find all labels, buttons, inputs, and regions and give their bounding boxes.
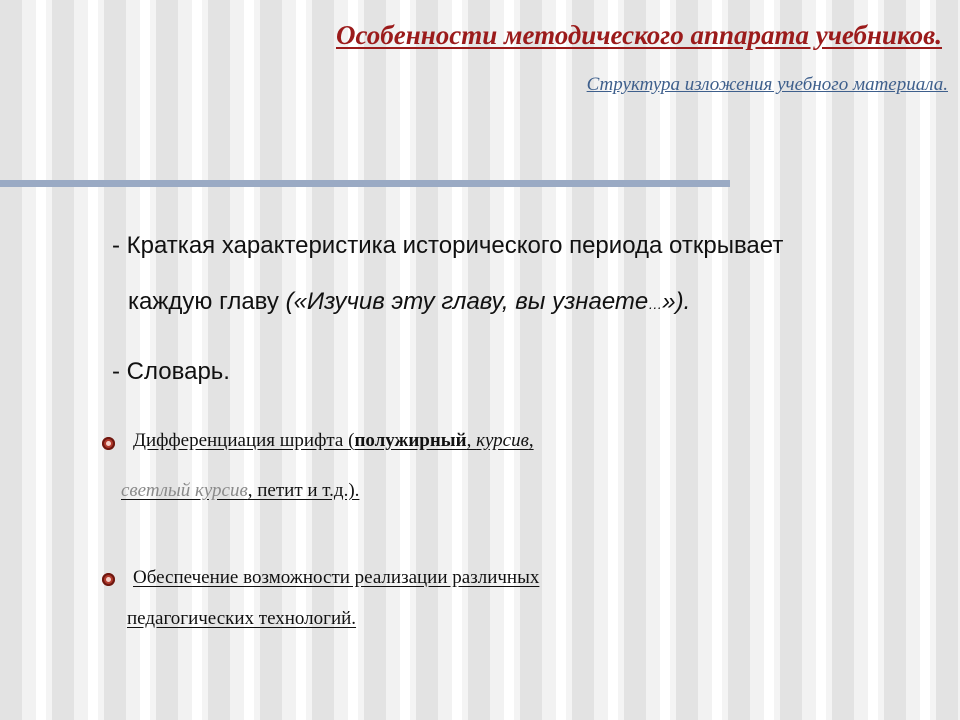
italic-example: курсив [476,430,529,451]
bullet-technologies-continued: педагогических технологий. [127,608,357,629]
quote-text: («Изучив эту главу, вы узнаете [285,288,649,315]
bullet-icon [102,437,115,450]
light-italic-example: светлый курсив [121,480,248,501]
separator: , [528,430,534,451]
paragraph-dictionary: - Словарь. [112,358,230,385]
bullet-text: Дифференциация шрифта ( [133,430,355,451]
separator: , [466,430,477,451]
bullet-font-differentiation-continued [121,480,359,502]
slide-subtitle: Структура изложения учебного материала. [586,74,948,95]
bullet-text-rest: , петит и т.д.). [247,480,360,501]
quote-end: »). [662,288,691,315]
horizontal-divider [0,180,730,187]
bullet-font-differentiation [133,430,534,452]
slide-title: Особенности методического аппарата учебников. [336,20,942,50]
bold-example: полужирный [354,430,467,451]
bullet-technologies: Обеспечение возможности реализации различных [133,567,540,588]
bullet-icon [102,573,115,586]
ellipsis: … [648,296,663,312]
paragraph-characteristic-continued [128,288,690,316]
paragraph-text: каждую главу [128,288,286,315]
paragraph-characteristic: - Краткая характеристика исторического периода открывает [112,232,784,259]
